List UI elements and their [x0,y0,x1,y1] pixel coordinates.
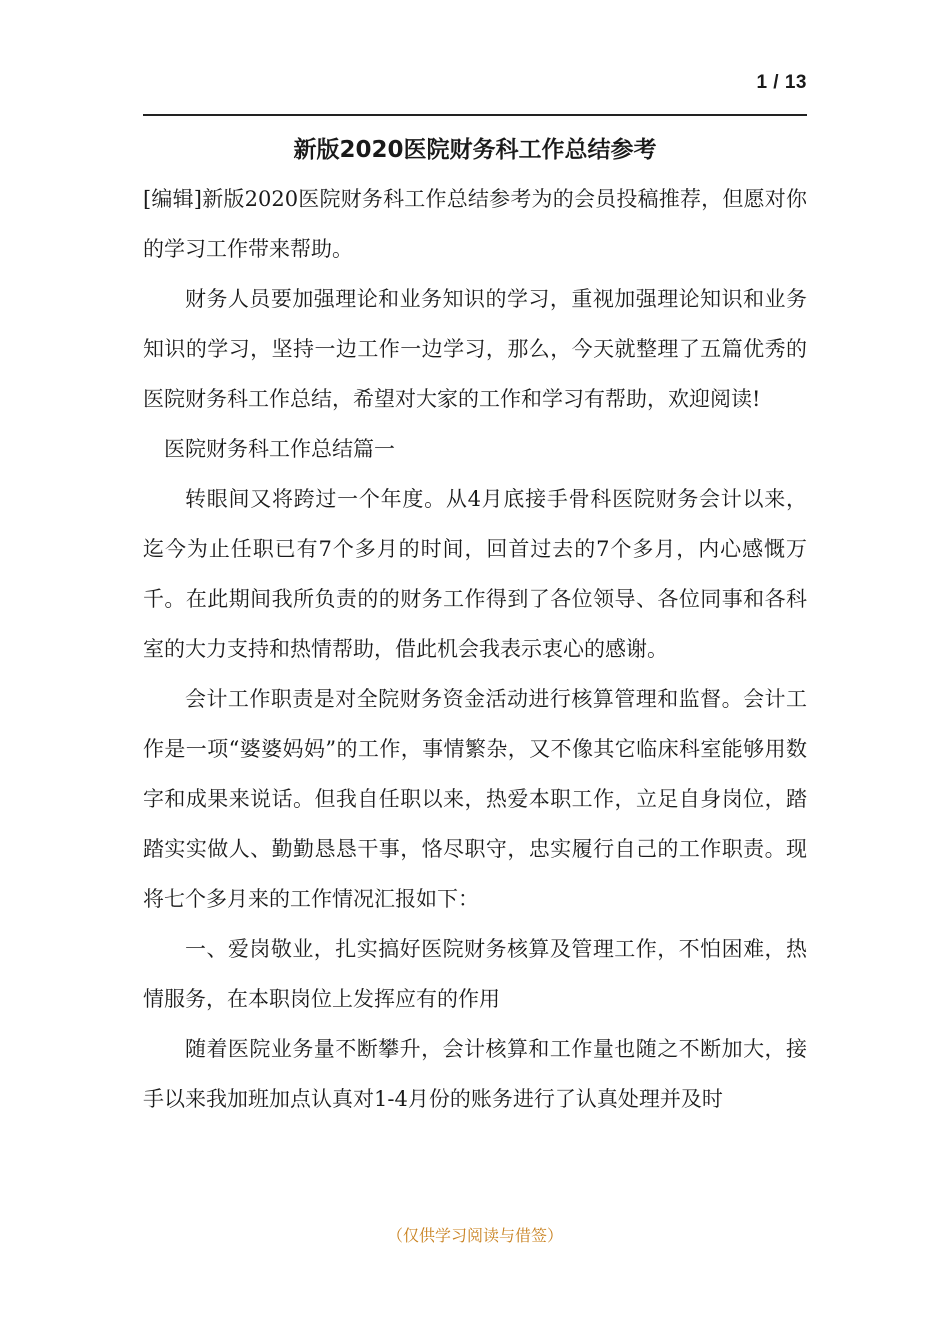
paragraph-intro: [编辑]新版2020医院财务科工作总结参考为的会员投稿推荐，但愿对你的学习工作带来帮助。 [143,187,807,261]
footer-note: （仅供学习阅读与借签） [386,1226,563,1245]
page-number: 1 / 13 [756,72,807,93]
paragraph-review: 转眼间又将跨过一个年度。从4月底接手骨科医院财务会计以来，迄今为止任职已有7个多月的时间，回首过去的7个多月，内心感慨万千。在此期间我所负责的的财务工作得到了各位领导、各位同事和各科室的大力支持和热情帮助，借此机会我表示衷心的感谢。 [143,487,807,661]
paragraph-point-one: 一、爱岗敬业，扎实搞好医院财务核算及管理工作，不怕困难，热情服务，在本职岗位上发挥应有的作用 [143,937,807,1011]
header-divider [143,114,807,116]
paragraph-workload: 随着医院业务量不断攀升，会计核算和工作量也随之不断加大，接手以来我加班加点认真对1-4月份的账务进行了认真处理并及时 [143,1037,807,1111]
paragraph-preface: 财务人员要加强理论和业务知识的学习，重视加强理论知识和业务知识的学习，坚持一边工作一边学习，那么，今天就整理了五篇优秀的医院财务科工作总结，希望对大家的工作和学习有帮助，欢迎阅读! [143,287,807,411]
paragraph-duties: 会计工作职责是对全院财务资金活动进行核算管理和监督。会计工作是一项“婆婆妈妈”的工作，事情繁杂，又不像其它临床科室能够用数字和成果来说话。但我自任职以来，热爱本职工作，立足自身岗位，踏踏实实做人、勤勤恳恳干事，恪尽职守，忠实履行自己的工作职责。现将七个多月来的工作情况汇报如下： [143,687,807,911]
document-body [143,174,807,1124]
section-heading: 医院财务科工作总结篇一 [164,437,395,461]
document-title: 新版2020医院财务科工作总结参考 [293,137,657,163]
